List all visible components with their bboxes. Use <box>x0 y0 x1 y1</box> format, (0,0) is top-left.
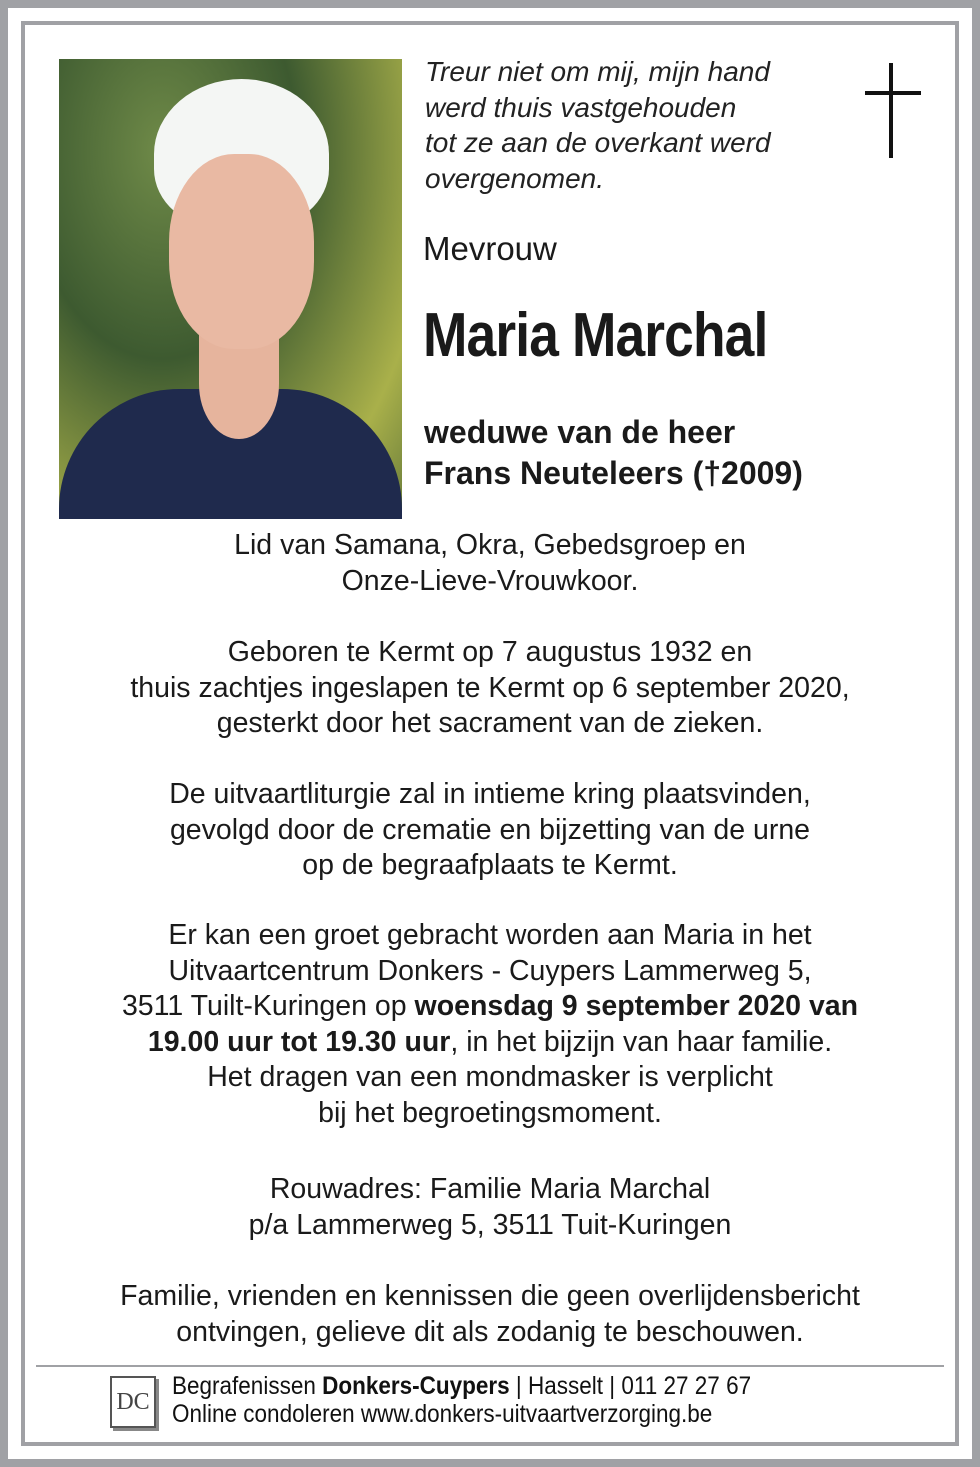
portrait-photo <box>59 59 402 519</box>
text-line: Het dragen van een mondmasker is verplicht <box>207 1061 773 1093</box>
mourning-address <box>40 1172 940 1243</box>
text-line: Familie, vrienden en kennissen die geen overlijdensbericht <box>120 1280 860 1312</box>
footer-line-1 <box>172 1372 751 1400</box>
text-line: Geboren te Kermt op 7 augustus 1932 en <box>227 636 753 668</box>
birth-death <box>40 635 940 742</box>
text-line: Er kan een groet gebracht worden aan Maria in het <box>168 919 812 951</box>
text-line <box>40 989 940 1025</box>
text-span: 3511 Tuilt-Kuringen op <box>121 990 415 1022</box>
text-line: Uitvaartcentrum Donkers - Cuypers Lammerweg 5, <box>168 954 812 987</box>
greeting-date: woensdag 9 september 2020 van <box>414 990 859 1022</box>
deceased-name: Maria Marchal <box>423 301 768 370</box>
footer-website: Online condoleren www.donkers-uitvaartverzorging.be <box>172 1400 713 1428</box>
text-line: gevolgd door de crematie en bijzetting van de urne <box>169 813 811 846</box>
text-line: Onze-Lieve-Vrouwkoor. <box>341 564 639 597</box>
funeral-home-logo: DC <box>110 1376 156 1428</box>
widow-line: Frans Neuteleers (†2009) <box>424 455 803 491</box>
text-line: p/a Lammerweg 5, 3511 Tuit-Kuringen <box>248 1208 732 1241</box>
company-name: Donkers-Cuypers <box>322 1372 510 1400</box>
honorific: Mevrouw <box>423 230 557 267</box>
footer-contact: | Hasselt | 011 27 27 67 <box>509 1372 752 1400</box>
cross-icon <box>865 63 921 158</box>
widow-of <box>424 412 803 494</box>
text-line: Rouwadres: Familie Maria Marchal <box>269 1173 711 1205</box>
text-line: thuis zachtjes ingeslapen te Kermt op 6 september 2020, <box>130 671 850 704</box>
quote-line: werd thuis vastgehouden <box>425 91 737 123</box>
greeting-info <box>40 918 940 1131</box>
text-line: op de begraafplaats te Kermt. <box>302 849 678 881</box>
footer <box>172 1372 751 1428</box>
footer-text: Begrafenissen <box>172 1372 323 1400</box>
notice <box>40 1279 940 1350</box>
quote-line: tot ze aan de overkant werd <box>425 127 771 158</box>
text-span: , in het bijzijn van haar familie. <box>450 1025 833 1058</box>
text-line: ontvingen, gelieve dit als zodanig te beschouwen. <box>176 1315 804 1348</box>
footer-divider <box>36 1365 944 1367</box>
text-line <box>40 1025 940 1061</box>
text-line: Lid van Samana, Okra, Gebedsgroep en <box>234 529 746 561</box>
widow-line: weduwe van de heer <box>424 414 736 450</box>
greeting-time: 19.00 uur tot 19.30 uur <box>147 1025 451 1058</box>
text-line: gesterkt door het sacrament van de zieken. <box>216 707 764 739</box>
quote-line: overgenomen. <box>425 162 605 194</box>
quote-line: Treur niet om mij, mijn hand <box>425 56 770 87</box>
text-line: De uitvaartliturgie zal in intieme kring plaatsvinden, <box>169 778 811 810</box>
quote <box>425 54 771 196</box>
membership <box>40 528 940 599</box>
funeral-info <box>40 777 940 884</box>
text-line: bij het begroetingsmoment. <box>318 1096 662 1129</box>
